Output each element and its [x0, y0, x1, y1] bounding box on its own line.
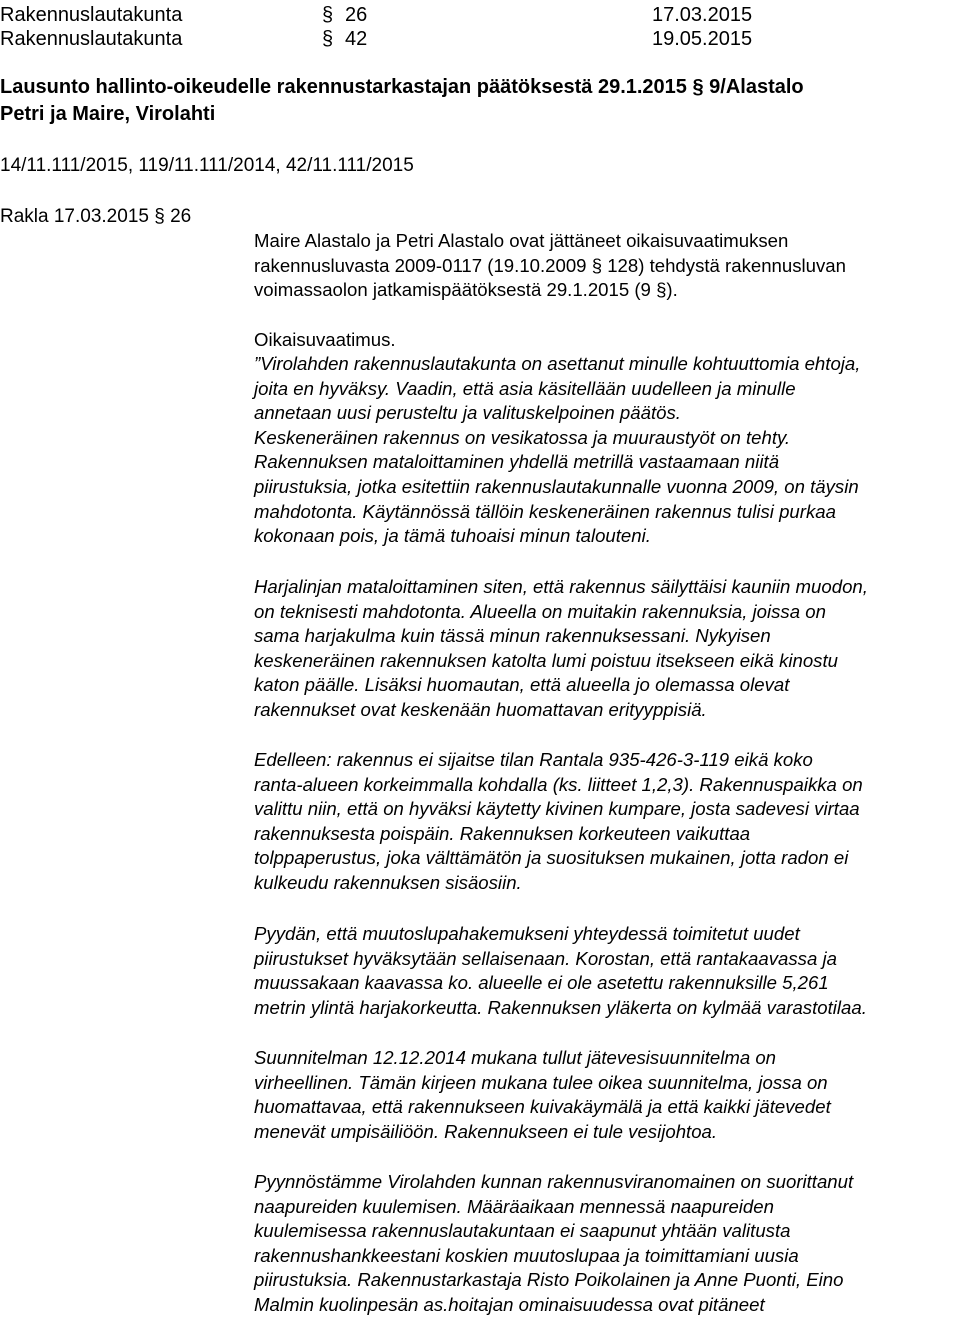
title-line: Petri ja Maire, Virolahti: [0, 103, 216, 125]
meeting-date: 19.05.2015: [652, 28, 753, 50]
quoted-paragraph: [254, 922, 959, 1020]
text-line: sama harjakulma kuin tässä minun rakennuksessani. Nykyisen: [254, 625, 771, 647]
header-row: [0, 2, 960, 28]
text-line: voimassaolon jatkamispäätöksestä 29.1.2015 (9 §).: [254, 279, 678, 301]
section-heading: Oikaisuvaatimus.: [254, 329, 396, 350]
intro-paragraph: [254, 229, 959, 303]
text-line: annetaan uusi perusteltu ja valituskelpoinen päätös.: [254, 402, 681, 424]
text-line: metrin ylintä harjakorkeutta. Rakennuksen yläkerta on kylmää varastotilaa.: [254, 996, 867, 1018]
text-line: ranta-alueen korkeimmalla kohdalla (ks. liitteet 1,2,3). Rakennuspaikka on: [254, 773, 863, 795]
reference-numbers: 14/11.111/2015, 119/11.111/2014, 42/11.111/2015: [0, 155, 414, 176]
board-name: Rakennuslautakunta: [0, 28, 183, 50]
quoted-paragraph: [254, 1170, 959, 1318]
document-title: [0, 74, 950, 128]
header-row: [0, 26, 960, 52]
text-line: Rakennuksen mataloittaminen yhdellä metrillä vastaamaan niitä: [254, 451, 780, 473]
text-line: naapureiden kuulemisen. Määräaikaan mennessä naapureiden: [254, 1195, 774, 1217]
text-line: on teknisesti mahdotonta. Alueella on muitakin rakennuksia, joissa on: [254, 600, 826, 622]
text-line: ”Virolahden rakennuslautakunta on asettanut minulle kohtuuttomia ehtoja,: [254, 353, 861, 374]
text-line: kokonaan pois, ja tämä tuhoaisi minun talouteni.: [254, 525, 651, 547]
text-line: tolppaperustus, joka välttämätön ja suosituksen mukainen, jotta radon ei: [254, 847, 849, 869]
text-line: Pyydän, että muutoslupahakemukseni yhteydessä toimitetut uudet: [254, 923, 800, 944]
text-line: piirustuksia, jotka esitettiin rakennuslautakunnalle vuonna 2009, on täysin: [254, 475, 859, 497]
text-line: valittu niin, että on hyväksi käytetty kivinen kumpare, josta sadevesi virtaa: [254, 798, 860, 820]
text-line: Maire Alastalo ja Petri Alastalo ovat jättäneet oikaisuvaatimuksen: [254, 230, 789, 251]
text-line: rakennusluvasta 2009-0117 (19.10.2009 § 128) tehdystä rakennusluvan: [254, 254, 846, 276]
text-line: keskeneräinen rakennuksen katolta lumi poistuu itsekseen eikä kinostu: [254, 649, 838, 671]
quoted-paragraph: [254, 575, 959, 723]
text-line: kuulemisessa rakennuslautakuntaan ei saapunut yhtään valitusta: [254, 1220, 791, 1242]
quoted-paragraph: [254, 352, 959, 549]
text-line: huomattavaa, että rakennukseen kuivakäymälä ja että kaikki jätevedet: [254, 1096, 831, 1118]
text-line: muussakaan kaavassa ko. alueelle ei ole asetettu rakennuksille 5,261: [254, 972, 829, 994]
text-line: menevät umpisäiliöön. Rakennukseen ei tule vesijohtoa.: [254, 1120, 718, 1142]
text-line: virheellinen. Tämän kirjeen mukana tulee oikea suunnitelma, jossa on: [254, 1071, 828, 1093]
text-line: rakennushankkeestani koskien muutoslupaa ja toimittamiani uusia: [254, 1244, 799, 1266]
text-line: katon päälle. Lisäksi huomautan, että alueella jo olemassa olevat: [254, 674, 790, 696]
quoted-paragraph: [254, 748, 959, 896]
text-line: mahdotonta. Käytännössä tällöin keskeneräinen rakennus tulisi purkaa: [254, 500, 836, 522]
section-number: 42: [345, 28, 368, 50]
text-line: Harjalinjan mataloittaminen siten, että rakennus säilyttäisi kauniin muodon,: [254, 576, 868, 597]
section-sign: §: [322, 4, 334, 26]
title-line: Lausunto hallinto-oikeudelle rakennustarkastajan päätöksestä 29.1.2015 § 9/Alastalo: [0, 76, 804, 98]
text-line: kulkeudu rakennuksen sisäosiin.: [254, 871, 522, 893]
text-line: Pyynnöstämme Virolahden kunnan rakennusviranomainen on suorittanut: [254, 1171, 854, 1192]
rakla-line: Rakla 17.03.2015 § 26: [0, 206, 192, 227]
text-line: rakennuksesta poispäin. Rakennuksen korkeuteen vaikuttaa: [254, 822, 751, 844]
text-line: joita en hyväksy. Vaadin, että asia käsitellään uudelleen ja minulle: [254, 377, 796, 399]
text-line: Malmin kuolinpesän as.hoitajan ominaisuudessa ovat pitäneet: [254, 1293, 765, 1315]
text-line: piirustukset hyväksytään sellaisenaan. Korostan, että rantakaavassa ja: [254, 947, 837, 969]
text-line: Keskeneräinen rakennus on vesikatossa ja muuraustyöt on tehty.: [254, 426, 791, 448]
quoted-paragraph: [254, 1046, 959, 1144]
text-line: rakennukset ovat keskenään huomattavan erityyppisiä.: [254, 698, 707, 720]
text-line: Edelleen: rakennus ei sijaitse tilan Rantala 935-426-3-119 eikä koko: [254, 749, 813, 770]
text-line: piirustuksia. Rakennustarkastaja Risto Poikolainen ja Anne Puonti, Eino: [254, 1269, 844, 1291]
section-number: 26: [345, 4, 368, 26]
board-name: Rakennuslautakunta: [0, 4, 183, 26]
section-sign: §: [322, 28, 334, 50]
meeting-date: 17.03.2015: [652, 4, 753, 26]
text-line: Suunnitelman 12.12.2014 mukana tullut jätevesisuunnitelma on: [254, 1047, 777, 1068]
